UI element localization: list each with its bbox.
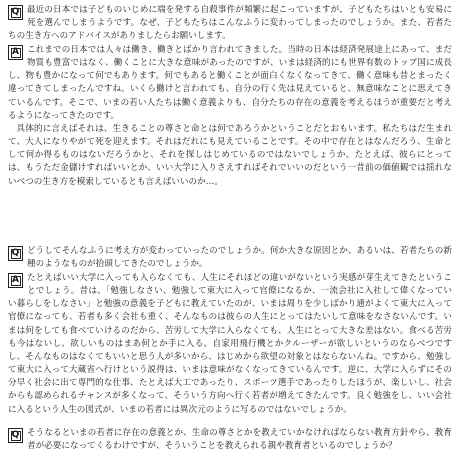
question-block-3 [8, 427, 452, 453]
answer-badge: A [8, 273, 23, 288]
question-text-2: どうしてそんなふうに考え方が変わっていったのでしょうか。何か大きな原因とか、あるいは、若者たちの新種のようなものが拾頭してきたのでしょうか。 [27, 246, 452, 270]
answer-block-1 [8, 44, 452, 189]
answer-paragraph-2: 具体的に言えばそれは、生きることの尊さと命とは何であろうかということだとおもいます。私たちはだ生まれて、大人になりやがて死を迎えます。それはだれにも見えていることです。その中で存在とはなんだろう、生命として何か得るものはないだろうかと、それを探しはじめているのではないでしょうか。たとえば、彼らにとっては、もうただ金儲けすればいいとか、いい大学に入りさえすればそれでいいのだという一昔前の価値観では揺れないべつの生き方を模索しているとも言えばいいのか…。 [8, 123, 452, 187]
question-text-1: 最近の日本では子どものいじめに端を発する自殺事件が頻繁に起こっていますが、子どもたちはいとも安易に死を選んでしまうようです。なぜ、子どもたちはこんなふうに変わってしまったのでしょうか。また、若者たちの生き方へのアドバイスがありましたらお願いします。 [8, 5, 452, 42]
question-badge: Q [8, 428, 23, 443]
answer-paragraph-3: たとえばいい大学に入っても入らなくても、人生にそれほどの違いがないという実感が芽生えてきたということでしょう。昔は、「勉強しなさい、勉強して東大に入って官僚になるか、一流会社に入社して偉くなっていい暮らしをしなさい」と勉強の意義を子どもに教えていたのが、いまは周りを少しばかり通がよくて東大に入って官僚になっても、若者も多く会社も重く、そんなものは彼らの人生にとってはたいして意味をなさないんです。いまは何をしても食べていけるのだから、苦労して大学に入らなくても、人生にとって大きな差はない。食べる苦労も今はないし、欲しいものはまあ何とか手に入る。自家用飛行機とかクルーザーが欲しいというのならべつですし、そんなものはなくてもいいと思う人が多いから、はじめから欲望の対象とはならないんね。ですから、勉強して東大に入って大蔵省へ行けという説得は、いまは意味がなくなってきているんです。逆に、大学に入らずにその分早く社会に出て専門的な仕事、たとえば大工であったり、スポーツ選手であったりしたほうが、楽しいし、社会からも認められるチャンスが多くなって、そういう方向へ行く若者が増えてきたんです。良く勉強をし、いい会社に入るという人生の図式が、いまの若者には異次元のように写るのではないでしょうか。 [8, 273, 452, 415]
answer-paragraph-1: これまでの日本では人々は働き、働きとばかり言われてきました。当時の日本は経済発展途上にあって、まだ物質も豊富ではなく、働くことに大きな意味があったのですが、いまは経済的にも世界有数のトップ国に成長し、物も豊かになって何でもあります。何でもあると働くことが面白くなくなってきて、働く意味も昔とまったく違ってきてしまったんですね。いくら働けと言われても、自分の行く先は見えていると、無意味なことに思えてきているんです。そこで、いまの若い人たちは働く意義よりも、自分たちの存在の意義を考えるほうが重要だと考えるようになってきたのです。 [8, 45, 452, 121]
question-block-2 [8, 245, 452, 271]
question-badge: Q [8, 5, 23, 20]
question-block-1 [8, 4, 452, 43]
answer-badge: A [8, 45, 23, 60]
answer-block-2 [8, 272, 452, 417]
question-text-3: そうなるといまの若者に存在の意義とか、生命の尊さとかを教えていかなければならない教育方針やら、教育者が必要になってくるわけですが、そういうことを教えられる親や教育者といるのでしょうか？ [27, 428, 452, 452]
question-badge: Q [8, 246, 23, 261]
